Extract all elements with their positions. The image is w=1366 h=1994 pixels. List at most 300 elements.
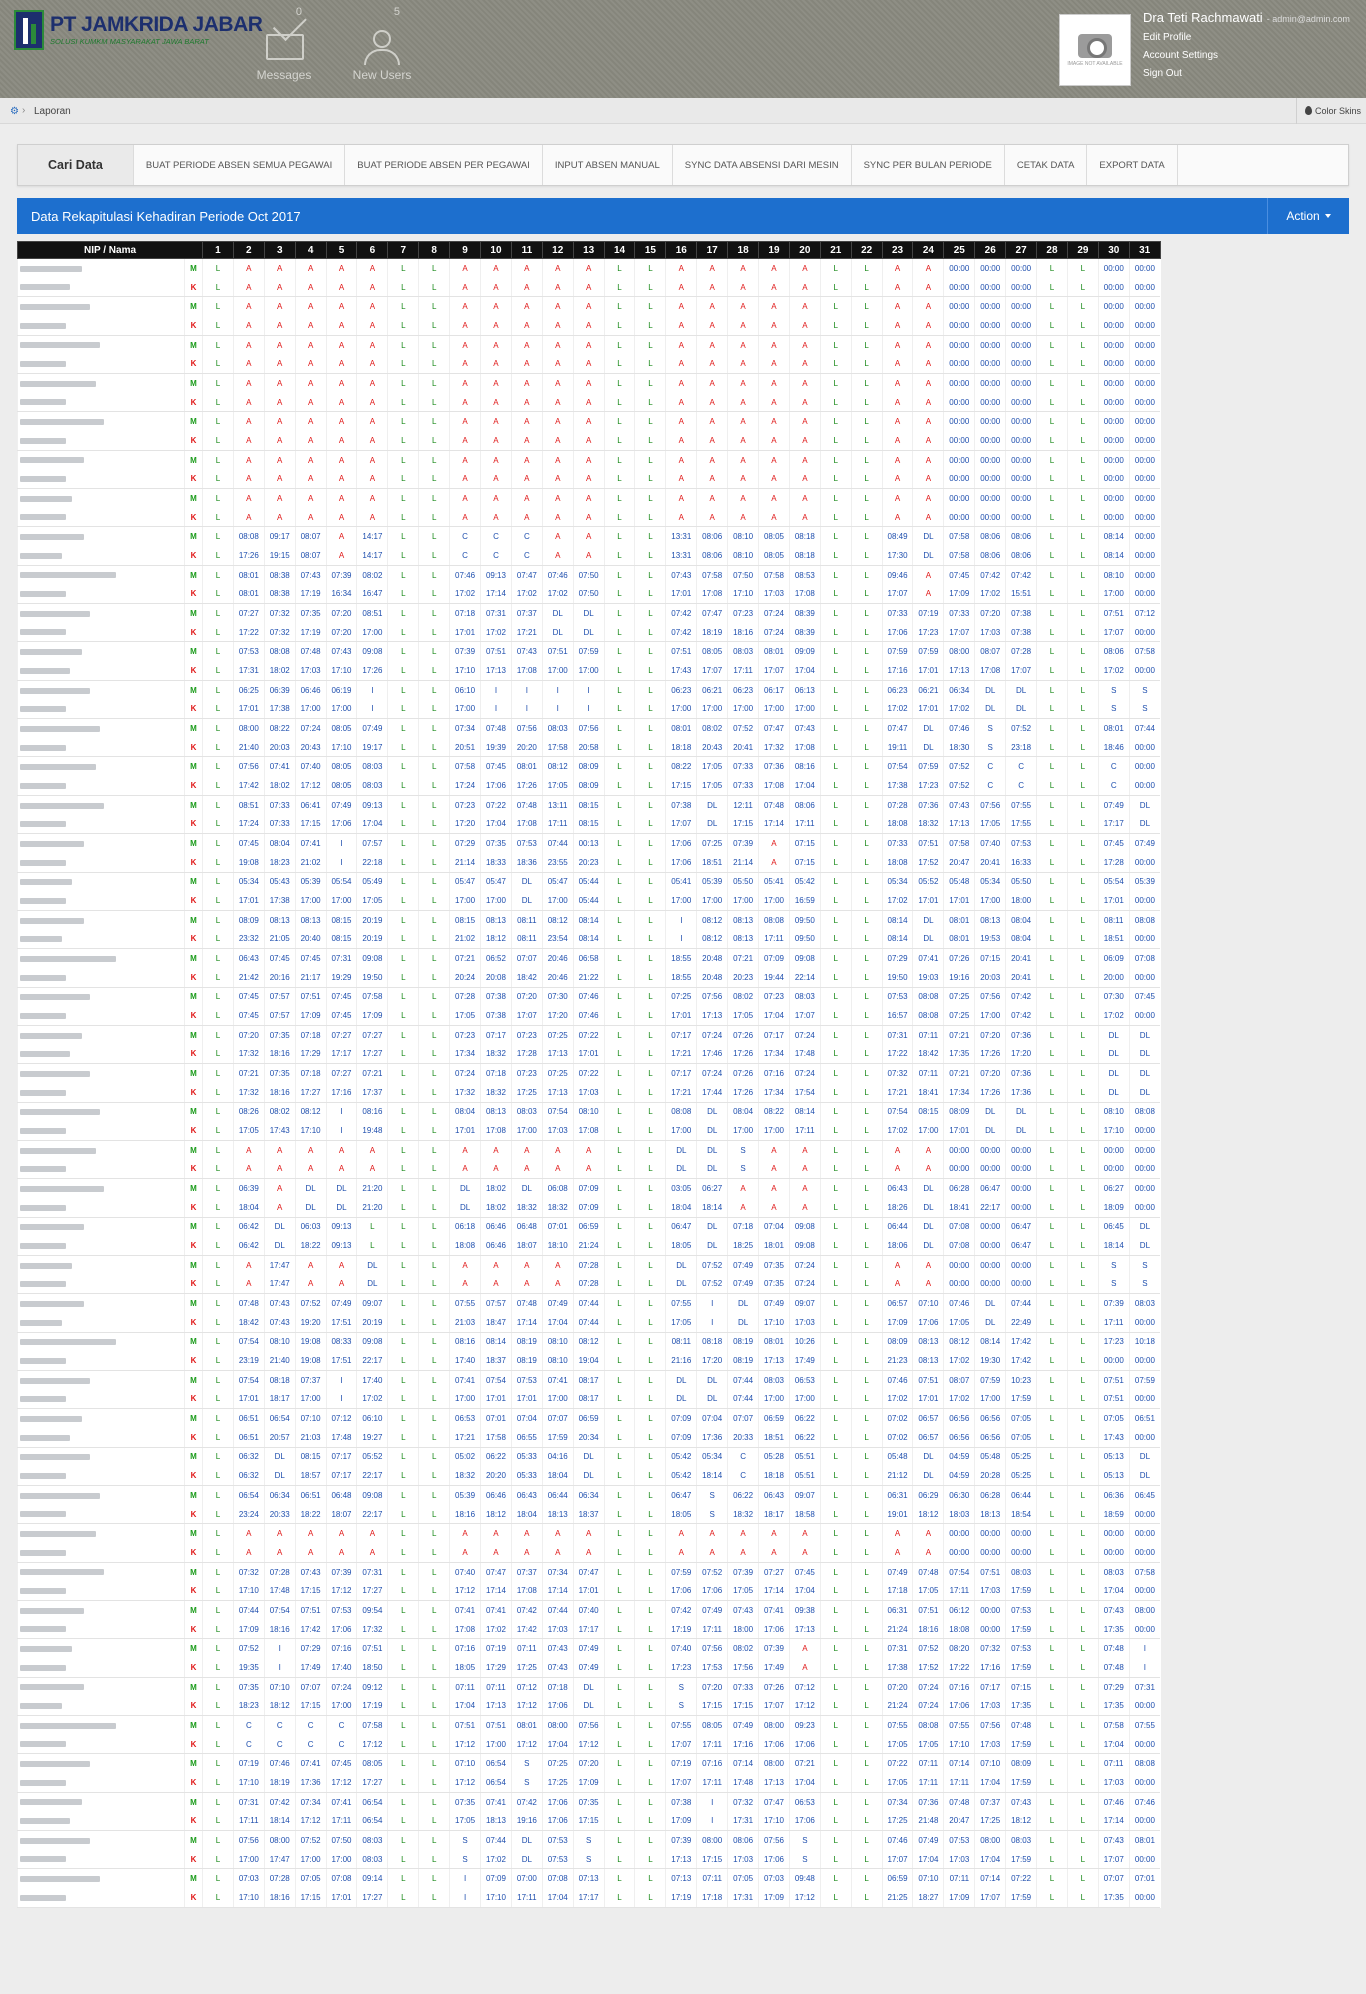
attendance-cell: 17:04 xyxy=(975,1773,1006,1792)
attendance-cell: L xyxy=(820,1581,851,1600)
attendance-cell: 17:22 xyxy=(944,1658,975,1677)
attendance-cell: 00:00 xyxy=(1129,1620,1160,1639)
attendance-cell: A xyxy=(511,354,542,373)
attendance-cell: 00:00 xyxy=(944,259,975,278)
attendance-cell: L xyxy=(604,1025,635,1044)
attendance-cell: L xyxy=(820,891,851,910)
attendance-cell: A xyxy=(511,450,542,469)
attendance-cell: 00:00 xyxy=(1098,1543,1129,1562)
table-row xyxy=(18,316,1161,335)
attendance-cell: L xyxy=(604,1677,635,1696)
attendance-cell: 05:34 xyxy=(882,872,913,891)
attendance-cell: 17:03 xyxy=(573,1083,604,1102)
attendance-cell: DL xyxy=(264,1236,295,1255)
sign-out-link[interactable]: Sign Out xyxy=(1143,68,1182,79)
attendance-cell: 00:00 xyxy=(975,1524,1006,1543)
attendance-cell: 00:00 xyxy=(975,450,1006,469)
attendance-cell: 05:50 xyxy=(1006,872,1037,891)
col-header-day-7: 7 xyxy=(388,242,419,259)
attendance-cell: 07:56 xyxy=(511,719,542,738)
attendance-cell: 05:34 xyxy=(233,872,264,891)
attendance-cell: A xyxy=(728,1524,759,1543)
attendance-cell: 08:07 xyxy=(295,527,326,546)
brand-logo[interactable] xyxy=(14,10,262,50)
attendance-cell: L xyxy=(388,1735,419,1754)
col-header-day-27: 27 xyxy=(1006,242,1037,259)
attendance-cell: 07:20 xyxy=(882,1677,913,1696)
keluar-label: K xyxy=(185,891,203,910)
attendance-cell: 00:00 xyxy=(1098,1524,1129,1543)
attendance-cell: L xyxy=(851,699,882,718)
attendance-cell: 17:15 xyxy=(728,1696,759,1715)
attendance-cell: 07:15 xyxy=(1006,1677,1037,1696)
attendance-cell: 17:13 xyxy=(789,1620,820,1639)
attendance-cell: L xyxy=(1067,1505,1098,1524)
attendance-cell: A xyxy=(357,489,388,508)
attendance-cell: A xyxy=(450,431,481,450)
attendance-cell: L xyxy=(1037,489,1068,508)
attendance-cell: 08:06 xyxy=(1006,546,1037,565)
attendance-cell: A xyxy=(481,469,512,488)
col-header-day-21: 21 xyxy=(820,242,851,259)
attendance-cell: L xyxy=(388,1160,419,1179)
attendance-cell: 17:02 xyxy=(882,1121,913,1140)
attendance-cell: 07:45 xyxy=(1129,987,1160,1006)
attendance-cell: 17:55 xyxy=(1006,814,1037,833)
attendance-cell: 10:26 xyxy=(789,1332,820,1351)
keluar-label: K xyxy=(185,738,203,757)
attendance-cell: A xyxy=(326,1524,357,1543)
attendance-cell: 06:58 xyxy=(573,949,604,968)
attendance-cell: L xyxy=(635,1351,666,1370)
attendance-cell: 07:22 xyxy=(882,1754,913,1773)
attendance-cell: 17:40 xyxy=(326,1658,357,1677)
attendance-cell: 18:12 xyxy=(264,1696,295,1715)
employee-name xyxy=(18,1294,185,1313)
keluar-label: K xyxy=(185,1121,203,1140)
attendance-cell: 20:47 xyxy=(944,853,975,872)
attendance-cell: A xyxy=(573,450,604,469)
attendance-cell: 06:48 xyxy=(326,1486,357,1505)
attendance-cell: 23:55 xyxy=(542,853,573,872)
attendance-cell: L xyxy=(388,1447,419,1466)
attendance-cell: L xyxy=(1067,949,1098,968)
masuk-label: M xyxy=(185,949,203,968)
attendance-cell: 07:11 xyxy=(913,1064,944,1083)
attendance-cell: 17:26 xyxy=(511,776,542,795)
attendance-cell: 08:14 xyxy=(882,910,913,929)
attendance-cell: A xyxy=(789,1543,820,1562)
attendance-cell: A xyxy=(728,1179,759,1198)
attendance-cell: L xyxy=(1037,354,1068,373)
attendance-cell: 00:00 xyxy=(1098,431,1129,450)
attendance-cell: 17:01 xyxy=(233,699,264,718)
attendance-cell: L xyxy=(1037,1428,1068,1447)
attendance-cell: 07:16 xyxy=(326,1639,357,1658)
attendance-cell: 07:43 xyxy=(542,1639,573,1658)
attendance-cell: 07:21 xyxy=(233,1064,264,1083)
attendance-cell: 08:18 xyxy=(697,1332,728,1351)
attendance-cell: L xyxy=(388,834,419,853)
attendance-cell: A xyxy=(511,335,542,354)
attendance-cell: 17:12 xyxy=(573,1735,604,1754)
attendance-cell: 17:11 xyxy=(697,1620,728,1639)
tab-export-data[interactable]: EXPORT DATA xyxy=(1087,145,1177,185)
attendance-cell: L xyxy=(419,1255,450,1274)
attendance-cell: 17:36 xyxy=(295,1773,326,1792)
attendance-cell: A xyxy=(789,1639,820,1658)
attendance-cell: A xyxy=(542,431,573,450)
attendance-cell: S xyxy=(697,1505,728,1524)
attendance-cell: I xyxy=(697,1313,728,1332)
col-header-day-2: 2 xyxy=(233,242,264,259)
attendance-cell: L xyxy=(820,1064,851,1083)
attendance-cell: A xyxy=(511,412,542,431)
attendance-cell: 07:21 xyxy=(728,949,759,968)
tab-cetak-data[interactable]: CETAK DATA xyxy=(1005,145,1088,185)
attendance-cell: 07:43 xyxy=(264,1294,295,1313)
attendance-cell: L xyxy=(820,1102,851,1121)
attendance-cell: L xyxy=(1067,661,1098,680)
tab-sync-data-mesin[interactable]: SYNC DATA ABSENSI DARI MESIN xyxy=(673,145,852,185)
keluar-label: K xyxy=(185,1735,203,1754)
attendance-cell: 00:00 xyxy=(1129,1888,1160,1907)
attendance-cell: L xyxy=(1037,757,1068,776)
attendance-cell: 07:58 xyxy=(944,834,975,853)
attendance-cell: L xyxy=(1067,1083,1098,1102)
attendance-cell: DL xyxy=(542,623,573,642)
tab-input-absen-manual[interactable]: INPUT ABSEN MANUAL xyxy=(543,145,673,185)
attendance-cell: 00:00 xyxy=(944,278,975,297)
attendance-cell: 05:42 xyxy=(666,1447,697,1466)
masuk-label: M xyxy=(185,412,203,431)
attendance-cell: L xyxy=(1067,1735,1098,1754)
attendance-cell: 06:54 xyxy=(233,1486,264,1505)
attendance-cell: 17:04 xyxy=(1098,1581,1129,1600)
attendance-cell: 05:13 xyxy=(1098,1447,1129,1466)
attendance-cell: A xyxy=(882,1160,913,1179)
avatar[interactable] xyxy=(1059,14,1131,86)
employee-name xyxy=(18,1716,185,1735)
attendance-cell: I xyxy=(326,853,357,872)
attendance-cell: L xyxy=(1037,1754,1068,1773)
attendance-cell: L xyxy=(357,1236,388,1255)
attendance-cell: L xyxy=(203,1639,234,1658)
attendance-cell: 08:39 xyxy=(789,604,820,623)
attendance-cell: 18:58 xyxy=(789,1505,820,1524)
attendance-cell: A xyxy=(759,278,790,297)
attendance-cell: 18:32 xyxy=(450,1466,481,1485)
attendance-cell: 08:01 xyxy=(511,757,542,776)
attendance-cell: L xyxy=(419,316,450,335)
attendance-cell: L xyxy=(820,1179,851,1198)
attendance-cell: L xyxy=(820,1025,851,1044)
attendance-cell: 17:06 xyxy=(542,1792,573,1811)
attendance-cell: L xyxy=(388,1754,419,1773)
attendance-cell: 08:00 xyxy=(975,1831,1006,1850)
attendance-cell: A xyxy=(759,412,790,431)
table-row xyxy=(18,872,1161,891)
tab-sync-per-bulan[interactable]: SYNC PER BULAN PERIODE xyxy=(852,145,1005,185)
attendance-cell: 17:36 xyxy=(697,1428,728,1447)
attendance-cell: 20:47 xyxy=(944,1811,975,1830)
user-info xyxy=(1143,10,1350,79)
attendance-cell: 07:45 xyxy=(233,1006,264,1025)
attendance-cell: 07:51 xyxy=(357,1639,388,1658)
attendance-cell: 05:43 xyxy=(264,872,295,891)
brand-tagline: SOLUSI KUMKM MASYARAKAT JAWA BARAT xyxy=(50,37,209,47)
attendance-cell: A xyxy=(481,1524,512,1543)
attendance-cell: A xyxy=(357,297,388,316)
attendance-cell: 17:10 xyxy=(481,1888,512,1907)
attendance-cell: L xyxy=(820,661,851,680)
keluar-label: K xyxy=(185,1543,203,1562)
attendance-cell: 17:01 xyxy=(450,623,481,642)
keluar-label: K xyxy=(185,1888,203,1907)
employee-name xyxy=(18,834,185,853)
attendance-cell: L xyxy=(635,1447,666,1466)
attendance-cell: A xyxy=(326,412,357,431)
attendance-cell: L xyxy=(203,910,234,929)
keluar-label: K xyxy=(185,393,203,412)
attendance-cell: 17:40 xyxy=(450,1351,481,1370)
attendance-cell: L xyxy=(604,1562,635,1581)
messages-count: 0 xyxy=(295,6,302,18)
attendance-cell: 00:00 xyxy=(1129,546,1160,565)
attendance-cell: L xyxy=(1067,1677,1098,1696)
employee-name xyxy=(18,1447,185,1466)
attendance-cell: L xyxy=(419,1121,450,1140)
attendance-cell: L xyxy=(604,1409,635,1428)
attendance-cell: 07:10 xyxy=(295,1409,326,1428)
attendance-cell: L xyxy=(635,1658,666,1677)
attendance-cell: A xyxy=(542,489,573,508)
attendance-cell: A xyxy=(542,335,573,354)
table-row xyxy=(18,546,1161,565)
attendance-cell: 06:32 xyxy=(233,1447,264,1466)
attendance-cell: A xyxy=(357,259,388,278)
attendance-cell: L xyxy=(604,584,635,603)
attendance-cell: L xyxy=(203,1390,234,1409)
col-header-day-26: 26 xyxy=(975,242,1006,259)
attendance-cell: 20:48 xyxy=(697,968,728,987)
attendance-cell: A xyxy=(882,431,913,450)
attendance-cell: L xyxy=(419,891,450,910)
attendance-cell: DL xyxy=(1129,1045,1160,1064)
attendance-cell: 00:00 xyxy=(975,316,1006,335)
attendance-cell: 17:05 xyxy=(975,814,1006,833)
employee-name xyxy=(18,1255,185,1274)
attendance-cell: 06:21 xyxy=(697,680,728,699)
attendance-cell: DL xyxy=(697,1370,728,1389)
attendance-cell: A xyxy=(697,1524,728,1543)
masuk-label: M xyxy=(185,1255,203,1274)
attendance-cell: 09:13 xyxy=(357,795,388,814)
tab-cari-data[interactable]: Cari Data xyxy=(18,145,134,185)
attendance-cell: 06:31 xyxy=(882,1601,913,1620)
attendance-cell: 09:46 xyxy=(882,565,913,584)
attendance-cell: L xyxy=(388,1811,419,1830)
attendance-cell: 08:07 xyxy=(975,642,1006,661)
attendance-cell: L xyxy=(388,604,419,623)
attendance-cell: L xyxy=(1037,623,1068,642)
attendance-cell: I xyxy=(450,1888,481,1907)
attendance-cell: L xyxy=(419,1754,450,1773)
masuk-label: M xyxy=(185,565,203,584)
attendance-cell: 19:29 xyxy=(326,968,357,987)
attendance-cell: L xyxy=(1037,259,1068,278)
attendance-cell: L xyxy=(604,1428,635,1447)
table-row xyxy=(18,1792,1161,1811)
attendance-cell: A xyxy=(326,1160,357,1179)
attendance-cell: L xyxy=(203,278,234,297)
tab-buat-periode-per-pegawai[interactable]: BUAT PERIODE ABSEN PER PEGAWAI xyxy=(345,145,543,185)
attendance-cell: 06:48 xyxy=(511,1217,542,1236)
attendance-cell: 06:34 xyxy=(573,1486,604,1505)
attendance-cell: A xyxy=(450,1543,481,1562)
attendance-cell: 17:05 xyxy=(882,1735,913,1754)
attendance-cell: A xyxy=(295,374,326,393)
attendance-cell: 07:33 xyxy=(728,757,759,776)
keluar-label: K xyxy=(185,1160,203,1179)
attendance-cell: A xyxy=(913,412,944,431)
tab-buat-periode-semua[interactable]: BUAT PERIODE ABSEN SEMUA PEGAWAI xyxy=(134,145,345,185)
attendance-cell: A xyxy=(450,374,481,393)
keluar-label: K xyxy=(185,1428,203,1447)
attendance-cell: L xyxy=(635,623,666,642)
attendance-cell: 17:06 xyxy=(666,853,697,872)
table-row xyxy=(18,1735,1161,1754)
attendance-cell: 07:21 xyxy=(944,1025,975,1044)
masuk-label: M xyxy=(185,1294,203,1313)
attendance-cell: 17:05 xyxy=(728,1581,759,1600)
attendance-cell: 18:14 xyxy=(697,1198,728,1217)
attendance-cell: 17:04 xyxy=(913,1850,944,1869)
attendance-cell: 08:05 xyxy=(357,1754,388,1773)
attendance-cell: 07:35 xyxy=(450,1792,481,1811)
attendance-cell: L xyxy=(1037,469,1068,488)
attendance-cell: 18:13 xyxy=(481,1811,512,1830)
attendance-cell: 17:00 xyxy=(759,1390,790,1409)
attendance-cell: L xyxy=(419,930,450,949)
cogs-icon[interactable]: ⚙ xyxy=(10,106,19,117)
attendance-cell: 17:19 xyxy=(357,1696,388,1715)
attendance-cell: 08:26 xyxy=(233,1102,264,1121)
attendance-cell: 17:00 xyxy=(481,891,512,910)
attendance-cell: DL xyxy=(511,891,542,910)
attendance-cell: L xyxy=(604,1543,635,1562)
attendance-cell: A xyxy=(573,527,604,546)
col-header-nip-nama: NIP / Nama xyxy=(18,242,203,259)
attendance-cell: 17:02 xyxy=(357,1390,388,1409)
attendance-cell: 07:35 xyxy=(573,1792,604,1811)
attendance-cell: L xyxy=(1067,872,1098,891)
attendance-cell: A xyxy=(728,450,759,469)
attendance-cell: L xyxy=(851,354,882,373)
attendance-cell: L xyxy=(203,527,234,546)
attendance-cell: L xyxy=(851,565,882,584)
table-row xyxy=(18,680,1161,699)
attendance-cell: 17:13 xyxy=(666,1850,697,1869)
attendance-cell: A xyxy=(542,393,573,412)
employee-nip xyxy=(18,1083,185,1102)
messages-button[interactable] xyxy=(244,6,324,82)
attendance-cell: L xyxy=(419,469,450,488)
attendance-cell: 13:11 xyxy=(542,795,573,814)
attendance-cell: 17:09 xyxy=(882,1313,913,1332)
attendance-cell: 07:36 xyxy=(913,795,944,814)
attendance-cell: 07:13 xyxy=(666,1869,697,1888)
col-header-day-17: 17 xyxy=(697,242,728,259)
attendance-cell: L xyxy=(604,1351,635,1370)
attendance-cell: 07:20 xyxy=(975,1064,1006,1083)
attendance-cell: 07:25 xyxy=(666,987,697,1006)
attendance-cell: L xyxy=(604,1275,635,1294)
attendance-cell: A xyxy=(882,335,913,354)
edit-profile-link[interactable]: Edit Profile xyxy=(1143,32,1192,43)
attendance-cell: 07:16 xyxy=(450,1639,481,1658)
attendance-cell: 07:31 xyxy=(233,1792,264,1811)
new-users-button[interactable] xyxy=(342,6,422,82)
attendance-cell: L xyxy=(1037,1581,1068,1600)
attendance-cell: 07:42 xyxy=(1006,1006,1037,1025)
attendance-cell: 00:00 xyxy=(1006,508,1037,527)
color-skins-button[interactable] xyxy=(1296,98,1366,124)
attendance-cell: L xyxy=(1037,891,1068,910)
attendance-cell: A xyxy=(759,354,790,373)
attendance-cell: S xyxy=(975,738,1006,757)
masuk-label: M xyxy=(185,1754,203,1773)
attendance-cell: 07:07 xyxy=(1098,1869,1129,1888)
action-dropdown-button[interactable] xyxy=(1267,198,1349,234)
attendance-cell: 07:24 xyxy=(789,1025,820,1044)
account-settings-link[interactable]: Account Settings xyxy=(1143,50,1219,61)
attendance-cell: 08:12 xyxy=(295,1102,326,1121)
attendance-cell: L xyxy=(851,1543,882,1562)
attendance-cell: C xyxy=(481,546,512,565)
attendance-cell: 17:07 xyxy=(666,1735,697,1754)
attendance-cell: L xyxy=(604,1869,635,1888)
masuk-label: M xyxy=(185,297,203,316)
attendance-cell: 07:08 xyxy=(944,1236,975,1255)
attendance-cell: L xyxy=(820,872,851,891)
keluar-label: K xyxy=(185,546,203,565)
attendance-cell: 07:04 xyxy=(759,1217,790,1236)
attendance-cell: A xyxy=(697,508,728,527)
attendance-cell: 06:12 xyxy=(944,1601,975,1620)
attendance-cell: L xyxy=(604,1332,635,1351)
attendance-cell: L xyxy=(1067,1332,1098,1351)
attendance-cell: 18:18 xyxy=(666,738,697,757)
attendance-cell: L xyxy=(635,968,666,987)
attendance-cell: 17:01 xyxy=(1098,891,1129,910)
attendance-cell: A xyxy=(481,431,512,450)
attendance-cell: L xyxy=(203,1179,234,1198)
breadcrumb-item[interactable]: Laporan xyxy=(34,106,71,117)
attendance-cell: 17:12 xyxy=(789,1888,820,1907)
attendance-cell: 18:17 xyxy=(759,1505,790,1524)
attendance-cell: A xyxy=(511,1524,542,1543)
attendance-cell: 17:00 xyxy=(295,1850,326,1869)
attendance-cell: 18:06 xyxy=(882,1236,913,1255)
attendance-cell: 17:29 xyxy=(481,1658,512,1677)
attendance-cell: 17:09 xyxy=(944,584,975,603)
attendance-cell: 17:11 xyxy=(326,1811,357,1830)
masuk-label: M xyxy=(185,1677,203,1696)
attendance-cell: 06:10 xyxy=(450,680,481,699)
attendance-cell: DL xyxy=(913,719,944,738)
attendance-cell: 18:42 xyxy=(511,968,542,987)
